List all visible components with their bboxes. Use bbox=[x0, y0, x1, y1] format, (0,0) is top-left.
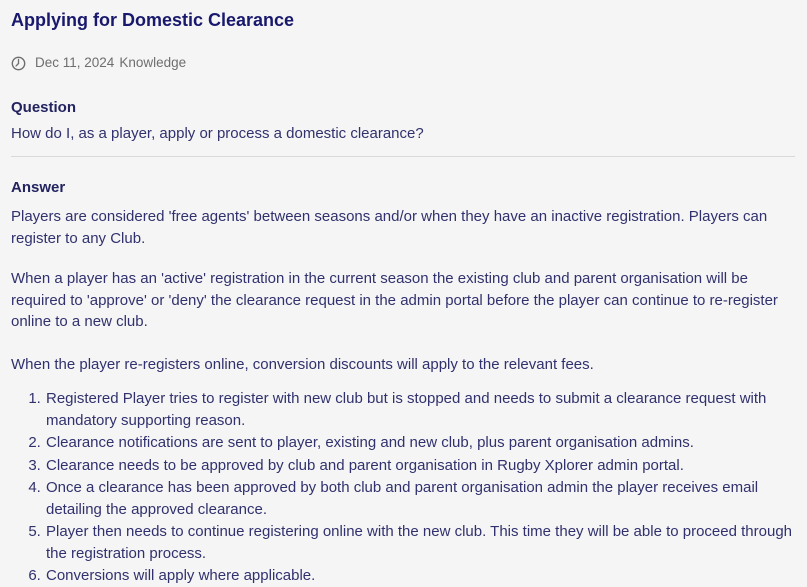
article-date: Dec 11, 2024 bbox=[35, 55, 115, 70]
clock-icon bbox=[11, 56, 26, 71]
section-divider bbox=[11, 156, 795, 157]
answer-paragraph: When a player has an 'active' registration in the current season the existing club and parent organisation will be required to 'approve' or 'deny' the clearance request in the admin portal before the player can continue to re-register online to a new club. bbox=[11, 270, 778, 330]
question-heading: Question bbox=[11, 99, 77, 116]
answer-paragraph: Players are considered 'free agents' between seasons and/or when they have an inactive registration. Players can register to any Club. bbox=[11, 208, 768, 247]
answer-paragraph: When the player re-registers online, conversion discounts will apply to the relevant fees. bbox=[11, 355, 594, 373]
step-item: 4. Once a clearance has been approved by both club and parent organisation admin the player receives email detailing the approved clearance. bbox=[45, 477, 795, 520]
step-item: 5. Player then needs to continue registering online with the new club. This time they will be able to proceed through the registration process. bbox=[45, 521, 795, 564]
answer-heading: Answer bbox=[11, 179, 66, 196]
step-item: 1. Registered Player tries to register with new club but is stopped and needs to submit a clearance request with mandatory supporting reason. bbox=[45, 388, 795, 431]
step-item: 6. Conversions will apply where applicable. bbox=[45, 565, 795, 587]
article-meta bbox=[11, 55, 795, 71]
article-record-type: Knowledge bbox=[119, 55, 187, 70]
page-title: Applying for Domestic Clearance bbox=[11, 10, 295, 30]
question-text: How do I, as a player, apply or process a domestic clearance? bbox=[11, 125, 424, 142]
steps-list bbox=[11, 388, 795, 587]
step-item: 3. Clearance needs to be approved by club and parent organisation in Rugby Xplorer admin portal. bbox=[45, 455, 795, 477]
step-item: 2. Clearance notifications are sent to player, existing and new club, plus parent organisation admins. bbox=[45, 432, 795, 454]
